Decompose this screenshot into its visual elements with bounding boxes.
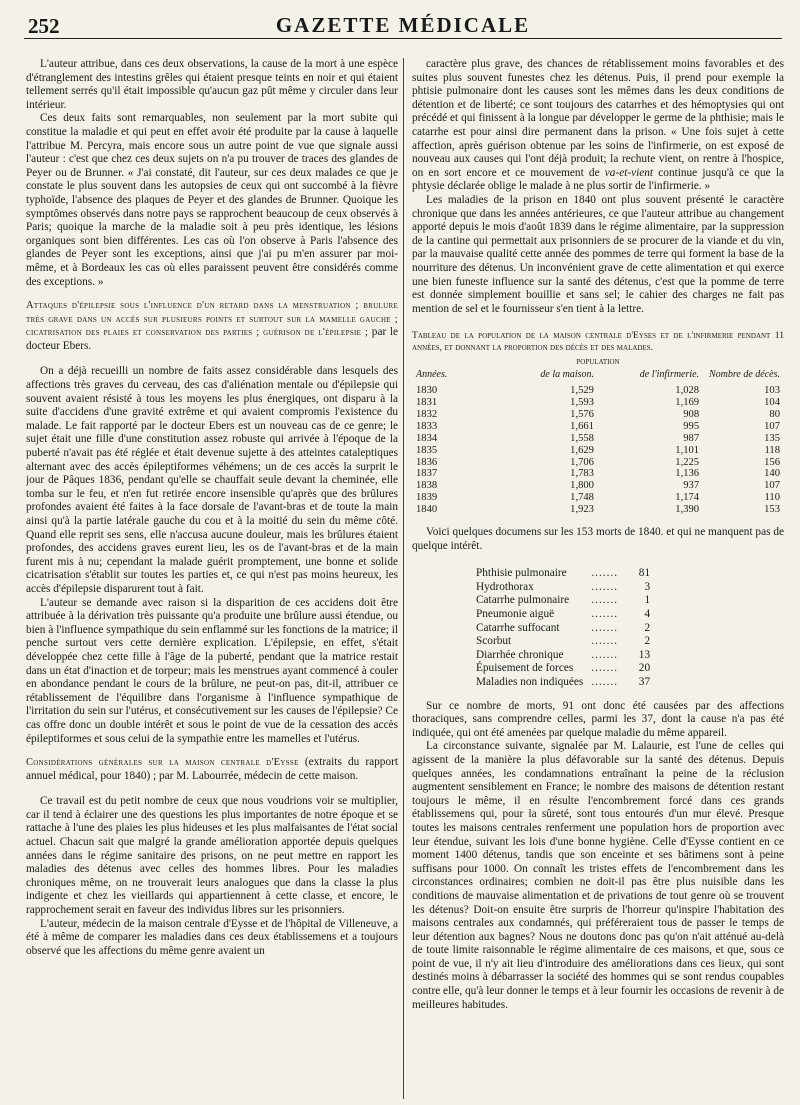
paragraph: L'auteur attribue, dans ces deux observations, la cause de la mort à une espèce d'étranglement des intestins grêles qui étaient presque teints en noir et qui étaient tellement serrés qu'il était impossible qu'aucun gaz pût même y circuler dans leur intérieur.	[26, 58, 398, 111]
section-heading	[26, 299, 398, 353]
table-cell: 1839	[416, 492, 438, 504]
table-row	[412, 480, 784, 492]
cause-count: 13	[638, 648, 651, 661]
leader-dots: .......	[591, 635, 619, 648]
cause-label: Épuisement de forces	[476, 662, 574, 675]
list-item	[472, 635, 654, 649]
table-caption: population	[576, 357, 620, 368]
table-cell: 987	[683, 432, 700, 444]
table-row	[412, 397, 784, 409]
page-number: 252	[28, 14, 60, 38]
table-cell: 1,800	[570, 480, 594, 492]
table-cell: 1,558	[570, 432, 594, 444]
leader-dots: .......	[591, 648, 619, 661]
cause-count: 37	[638, 676, 651, 688]
table-cell: 1838	[416, 480, 438, 492]
list-item	[472, 676, 654, 690]
table-cell: 1,390	[675, 504, 700, 516]
table-cell: 135	[764, 432, 780, 444]
paragraph: Ces deux faits sont remarquables, non seulement par la mort subite qui constitue la maladie et qui peut en effet avoir été produite par la cause à laquelle l'attribue M. Percyra, mais encore sous un autre point de vue que signale aussi l'auteur : c'est que chez ces deux sujets on n'a pu trouver de traces des glandes de Peyer ou de Brunner. « J'ai constaté, dit l'auteur, sur ces deux malades ce que je constate le plus souvent dans les autopsies de ceux qui ont succombé à la fièvre typhoïde, l'absence des plaques de Peyer et des glandes de Brunner. Quoique les symptômes observés dans notre pays se rapprochent beaucoup de ceux observés à Paris; quoique la marche de la maladie soit à peu près identique, les lésions organiques sont bien différentes. Les cas où l'on observe à Paris l'absence des glandes de Peyer sont les exceptions, ainsi que j'ai pu m'en assurer par moi-même, et à Bordeaux les cas où elles paraissent peuvent être considérés comme des exceptions. »	[26, 112, 398, 288]
table-cell: 1,629	[570, 444, 594, 456]
table-cell: 1,748	[570, 492, 594, 504]
leader-dots: .......	[591, 567, 619, 580]
article-columns	[26, 58, 784, 1099]
cause-count: 1	[644, 594, 651, 607]
cause-label: Pneumonie aiguë	[476, 608, 555, 621]
cause-label: Hydrothorax	[476, 580, 534, 593]
table-cell: 1,174	[675, 492, 700, 504]
table-cell: 1,225	[675, 456, 700, 468]
leader-dots: .......	[591, 676, 619, 688]
paragraph: Les maladies de la prison en 1840 ont plus souvent présenté le caractère chronique que dans les années antérieures, ce que l'auteur attribue au changement apporté depuis le mois d'août 1839 dans le régime alimentaire, par la suppression de la cantine qui permettait aux prisonniers de se procurer de la viande et du vin, par la mauvaise qualité cette année des pommes de terre qui forment la base de la nourriture des détenus. Un inconvénient grave de cette alimentation et qui exerce une bien funeste influence sur la santé des détenus, c'est que la pomme de terre est donnée simplement bouillie et sans sel; le cahier des charges ne fait pas mention de sel et le fournisseur s'en tient à la lettre.	[412, 193, 784, 315]
list-item	[472, 622, 654, 636]
table-cell: 1,169	[675, 397, 700, 408]
table-cell: 107	[764, 420, 780, 432]
paragraph: La circonstance suivante, signalée par M. Lalaurie, est l'une de celles qui agissent de la manière la plus défavorable sur la santé des détenus. Depuis quelques années, les condamnations entraînant la peine de la réclusion augmentent sensiblement en France; le nombre des maisons de détention restant toujours le même, il en résulte l'encombrement forcé dans ces grands établissemens qui, pour la sûreté, sont tous entourés d'un mur élevé. Presque toutes les maisons centrales renferment une population hors de proportion avec leur étendue, suivant les lois d'une bonne hygiène. Celle d'Eysse contient en ce moment 1400 détenus, tandis que son enceinte et ses bâtimens sont à peine suffisans pour 1000. On connaît les tristes effets de l'encombrement dans les circonstances ordinaires; combien ne doit-il pas être plus nuisible dans les conditions de mauvaise alimentation et de privations de tout genre où se trouvent les détenus? Doit-on ensuite être surpris de l'horreur qu'inspire l'habitation des maisons centrales aux condamnés, qui préféreraient tous de passer le temps de leur détention aux bagnes? Nous ne doutons donc pas qu'on n'ait atténué au-delà de toute limite raisonnable le régime alimentaire de ces maisons, et que, sous ce point de vue, il n'y ait lieu d'introduire des améliorations dans ces lieux, qui sont destinés moins à débarrasser la société des hommes qui se sont rendus coupables contre elle, qu'à leur donner le temps et à leur fournir les occasions de revenir à de meilleures habitudes.	[412, 740, 784, 1011]
leader-dots: .......	[591, 580, 619, 593]
cause-label: Catarrhe pulmonaire	[476, 594, 570, 607]
paragraph: L'auteur se demande avec raison si la disparition de ces accidens doit être attribuée à la dérivation très puissante qu'a produite une brûlure aussi étendue, ou bien à l'influence sympathique du sein enflammé sur les fonctions de la matrice; il penche surtout vers cette dernière explication. L'épilepsie, en effet, s'était développée chez cette fille à l'âge de la puberté, pendant que la matrice restait dans un état d'inaction et de torpeur; mais les menstrues ayant commencé à couler en abondance pendant le cours de la brûlure, ne peut-on pas, dit-il, attribuer ce rétablissement de l'équilibre dans l'organisme à l'influence sympathique de l'irritation du sein sur l'utérus, et consécutivement sur les causes de l'épilepsie? Ce cas offre donc un double intérêt et sous le point de vue de la cessation des accès épileptiformes et sous celui de la sympathie entre les mamelles et l'utérus.	[26, 596, 398, 745]
cause-count: 2	[644, 635, 651, 648]
leader-dots: .......	[591, 621, 619, 634]
table-cell: 1,576	[570, 408, 594, 420]
list-item	[472, 662, 654, 676]
paragraph: On a déjà recueilli un nombre de faits assez considérable dans lesquels des affections très graves du cerveau, des cas d'aliénation mentale ou d'épilepsie qui souvent avaient résisté à tous les moyens les plus énergiques, ont disparu à la suite d'accidens d'une gravité extrême et qui avaient compromis l'existence du malade. Le fait rapporté par le docteur Ebers est un nouveau cas de ce genre; le sujet était une fille d'une constitution assez robuste qui arrivée à l'époque de la puberté n'avait pas été réglée et était devenue sujette à des atteintes cataleptiques alternant avec des accès épileptiformes véhémens; un de ces accès la surprit le jour de Pâques 1836, pendant qu'elle se chauffait seule devant la cheminée, elle tomba sur le feu, et n'en fut retirée encore insensible qu'après que des brûlures profondes avaient été faites à la face dorsale de l'avant-bras et de toute la main ainsi qu'à la partie latérale gauche du cou et à la moitié du sein du même côté. Quand elle reprit ses sens, elle n'accusa aucune douleur, mais les brûlures étaient profondes, des accidens graves eurent lieu, les os de l'avant-bras et de la main furent mis à nu; cependant la malade guérit promptement, une bonne et solide cicatrisation s'établit sur toutes les parties et, ce qui n'est pas moins heureux, les accès d'épilepsie disparurent tout à fait.	[26, 365, 398, 595]
table-cell: 1,028	[675, 385, 700, 397]
table-row	[412, 409, 784, 421]
table-cell: 937	[683, 480, 700, 492]
table-title: Tableau de la population de la maison centrale d'Eyses et de l'infirmerie pendant 11 années, et donnant la proportion des décès et des malades.	[412, 330, 784, 353]
table-cell: 1,923	[570, 504, 594, 516]
cause-label: Diarrhée chronique	[476, 648, 564, 661]
population-table	[412, 357, 784, 516]
table-cell: 156	[764, 456, 780, 468]
table-row	[412, 445, 784, 457]
table-cell: 118	[764, 444, 780, 456]
table-cell: 1840	[416, 504, 438, 516]
paragraph: Ce travail est du petit nombre de ceux que nous voudrions voir se multiplier, car il tend à éclairer une des questions les plus importantes de notre époque et se rattache à l'une des plaies les plus hideuses et les plus malfaisantes de l'état social actuel. Chacun sait que malgré la grande amélioration apportée depuis quelques années dans le régime sanitaire des prisons, on ne peut mettre en rapport les maladies des détenus avec celles des hommes libres. Pour les maladies chroniques même, on ne trouverait leurs analogues que dans la classe la plus indigente et chez les vieillards qui appartiennent à cette classe, et encore, le rapprochement serait en faveur des individus libres sur les prisonniers.	[26, 795, 398, 917]
table-row	[412, 492, 784, 504]
table-cell: 1837	[416, 468, 438, 480]
table-row	[412, 468, 784, 480]
cause-count: 3	[644, 580, 651, 593]
table-cell: 104	[764, 397, 780, 408]
table-cell: 908	[683, 408, 700, 420]
paragraph: Sur ce nombre de morts, 91 ont donc été causées par des affections thoraciques, sans comprendre celles, parmi les 37, dont la cause n'a pas été indiquée, qui ont été amenées par quelque maladie du même appareil.	[412, 699, 784, 739]
table-cell: 1,706	[570, 456, 594, 468]
table-header: Années.	[416, 369, 448, 381]
table-cell: 1836	[416, 456, 438, 468]
cause-label: Scorbut	[476, 635, 512, 648]
section-heading-title: Attaques d'épilepsie sous l'influence d'un retard dans la menstruation ; brulure très grave dans un accès sur plusieurs points et surtout sur la mamelle gauche ; cicatrisation des plaies et conservation des parties ; guérison de l'épilepsie ;	[26, 300, 398, 339]
journal-title: GAZETTE MÉDICALE	[275, 13, 531, 37]
cause-label: Maladies non indiquées	[476, 676, 584, 688]
section-heading	[26, 756, 398, 783]
section-heading-author: (extraits du rapport annuel médical, pour 1840) ; par M. Labourrée, médecin de cette maison.	[26, 756, 398, 782]
right-column	[412, 58, 784, 1099]
table-cell: 1832	[416, 408, 438, 420]
table-cell: 140	[764, 468, 780, 480]
table-row	[412, 504, 784, 516]
section-heading-title: Considérations générales sur la maison centrale d'Eysse	[26, 757, 299, 769]
table-cell: 153	[764, 504, 780, 516]
table-row	[412, 385, 784, 397]
table-row	[412, 421, 784, 433]
table-header: de l'infirmerie.	[639, 369, 700, 381]
table-cell: 103	[764, 385, 780, 397]
list-item	[472, 649, 654, 663]
paragraph	[412, 58, 784, 194]
cause-count: 4	[644, 608, 651, 621]
leader-dots: .......	[591, 608, 619, 621]
italic-term: va-et-vient	[604, 166, 654, 179]
table-cell: 1,593	[570, 397, 594, 408]
list-item	[472, 581, 654, 595]
paragraph-text: continue jusqu'à ce que la phtysie déclarée oblige le malade à ne plus sortir de l'infirmerie. »	[412, 166, 784, 193]
list-item	[472, 608, 654, 622]
table-cell: 80	[769, 408, 780, 420]
table-row	[412, 433, 784, 445]
table-cell: 1833	[416, 420, 438, 432]
paragraph: Voici quelques documens sur les 153 morts de 1840. et qui ne manquent pas de quelque intérêt.	[412, 526, 784, 552]
table-cell: 1835	[416, 444, 438, 456]
leader-dots: .......	[591, 662, 619, 675]
table-header: Nombre de décès.	[709, 369, 780, 381]
table-row	[412, 457, 784, 469]
table-cell: 1,136	[675, 468, 700, 480]
table-cell: 107	[764, 480, 780, 492]
table-cell: 1834	[416, 432, 438, 444]
page-header	[24, 8, 782, 39]
paragraph: L'auteur, médecin de la maison centrale d'Eysse et de l'hôpital de Villeneuve, a été à même de comparer les maladies dans ces deux établissemens et a toujours observé que les affections du même genre avaient un	[26, 917, 398, 957]
cause-label: Phthisie pulmonaire	[476, 567, 567, 580]
list-item	[472, 594, 654, 608]
table-cell: 1,783	[570, 468, 594, 480]
left-column	[26, 58, 398, 1099]
list-item	[472, 567, 654, 581]
cause-count: 81	[638, 567, 651, 580]
table-cell: 1,661	[570, 420, 594, 432]
table-cell: 995	[683, 420, 700, 432]
table-cell: 1831	[416, 397, 438, 408]
cause-count: 20	[638, 662, 651, 675]
table-cell: 1830	[416, 385, 438, 397]
table-cell: 110	[764, 492, 780, 504]
table-cell: 1,101	[675, 444, 700, 456]
paragraph-text: caractère plus grave, des chances de rétablissement moins favorables et des suites plus souvent funestes chez les détenus. Puis, il prend pour exemple la phtisie pulmonaire dont les causes sont les mêmes dans les deux conditions de détention et de liberté; ce sont toujours des catarrhes et des hémoptysies qui ont précédé et qui finissent à la longue par développer le germe de la phthisie; mais le catarrhe est pour ainsi dire permanent dans la prison. « Une fois sujet à cette affection, après guérison obtenue par les soins de l'infirmerie, on est exposé de nouveau aux causes qui l'ont déjà produit; la rechute vient, on rentre à l'hospice, on en sort encore et ce mouvement de	[412, 58, 784, 179]
table-cell: 1,529	[570, 385, 594, 397]
section-heading-author: par le docteur Ebers.	[26, 326, 398, 352]
cause-label: Catarrhe suffocant	[476, 621, 560, 634]
cause-count: 2	[644, 621, 651, 634]
table-header: de la maison.	[540, 369, 594, 381]
causes-of-death-list	[472, 567, 654, 689]
leader-dots: .......	[591, 594, 619, 607]
